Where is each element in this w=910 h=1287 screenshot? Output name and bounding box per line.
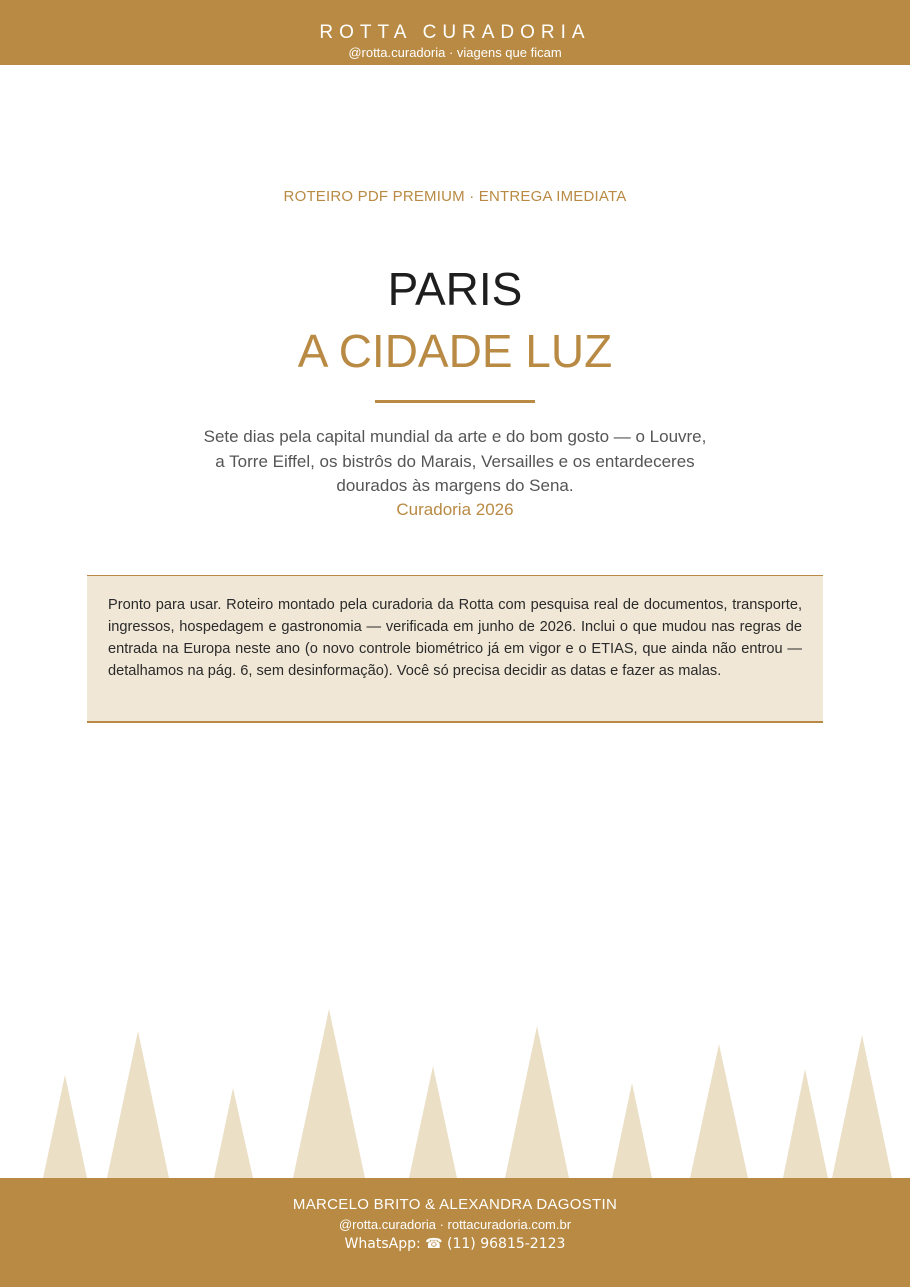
peak-shape — [293, 1009, 365, 1178]
peak-shape — [107, 1031, 169, 1178]
peak-shape — [505, 1026, 569, 1178]
lede-line: a Torre Eiffel, os bistrôs do Marais, Versailles e os entardeceres — [215, 451, 695, 471]
callout-text: Pronto para usar. Roteiro montado pela curadoria da Rotta com pesquisa real de documentos, transporte, ingressos, hospedagem e gastronomia — verificada em junho de 2026. Inclui o que mudou nas regras de entrada na Europa neste ano (o novo controle biométrico já em vigor e o ETIAS, que ainda não entrou — detalhamos na pág. 6, sem desinformação). Você só precisa decidir as datas e fazer as malas. — [108, 597, 802, 679]
peak-shape — [43, 1075, 87, 1178]
footer-authors: MARCELO BRITO & ALEXANDRA DAGOSTIN — [292, 1196, 618, 1213]
footer-band — [0, 1178, 910, 1287]
header-band — [0, 0, 910, 65]
peak-shape — [612, 1083, 652, 1178]
footer-whatsapp: WhatsApp: ☎ (11) 96815-2123 — [344, 1236, 566, 1252]
decorative-peaks — [0, 1000, 910, 1178]
callout-box — [87, 575, 823, 723]
edition-label: Curadoria 2026 — [396, 500, 514, 519]
cover-lede — [175, 425, 735, 499]
peak-shape — [783, 1069, 828, 1178]
lede-line: dourados às margens do Sena. — [336, 476, 574, 495]
cover-subtitle: A CIDADE LUZ — [297, 325, 613, 377]
brand-tagline: @rotta.curadoria · viagens que ficam — [348, 45, 562, 60]
footer-links: @rotta.curadoria · rottacuradoria.com.br — [338, 1217, 572, 1232]
brand-name: ROTTA CURADORIA — [319, 22, 591, 43]
cover-title: PARIS — [387, 263, 523, 315]
peak-shape — [832, 1035, 892, 1178]
peak-shape — [214, 1088, 253, 1178]
title-divider — [375, 400, 535, 403]
lede-line: Sete dias pela capital mundial da arte e do bom gosto — o Louvre, — [203, 427, 707, 446]
cover-kicker: ROTEIRO PDF PREMIUM · ENTREGA IMEDIATA — [283, 188, 627, 205]
peak-shape — [409, 1066, 457, 1178]
peak-shape — [690, 1044, 748, 1178]
